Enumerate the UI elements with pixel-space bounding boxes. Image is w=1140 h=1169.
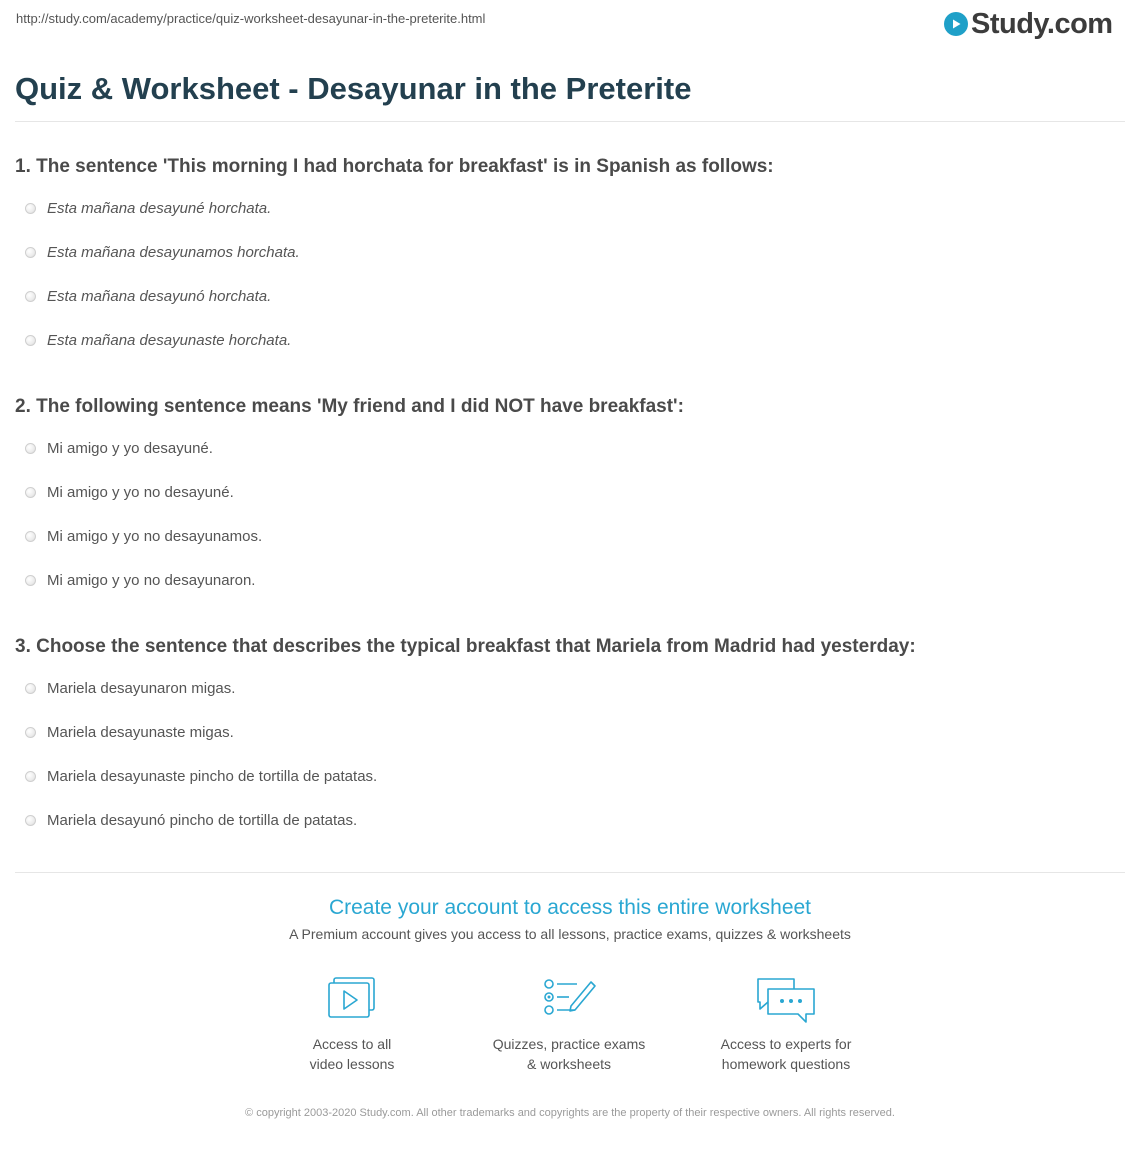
video-lessons-icon [326,976,378,1020]
cta-subheading: A Premium account gives you access to all lessons, practice exams, quizzes & worksheets [289,926,851,942]
cta-divider [15,872,1125,873]
feature-label-line: Quizzes, practice exams [492,1036,646,1052]
radio-button-icon[interactable] [25,815,36,826]
answer-option[interactable] [15,679,1125,723]
option-label: Mariela desayunaste migas. [47,724,234,741]
answer-option[interactable] [15,811,1125,855]
answer-option[interactable] [15,527,1125,571]
option-list [15,199,1125,375]
study-logo[interactable] [944,7,1120,41]
radio-button-icon[interactable] [25,443,36,454]
radio-button-icon[interactable] [25,727,36,738]
answer-option[interactable] [15,571,1125,615]
option-label: Esta mañana desayunó horchata. [47,288,272,305]
option-label: Esta mañana desayuné horchata. [47,200,272,217]
option-label: Mariela desayunaron migas. [47,680,236,697]
radio-button-icon[interactable] [25,335,36,346]
option-label: Mi amigo y yo no desayunamos. [47,528,263,545]
question-3 [15,636,1125,855]
question-2 [15,396,1125,615]
copyright-notice: © copyright 2003-2020 Study.com. All other trademarks and copyrights are the property of their respective owners. All rights reserved. [245,1107,895,1119]
play-logo-icon [944,12,968,36]
question-text: 2. The following sentence means 'My friend and I did NOT have breakfast': [15,396,684,417]
option-label: Esta mañana desayunamos horchata. [47,244,300,261]
radio-button-icon[interactable] [25,487,36,498]
logo-text: Study.com [971,7,1113,40]
answer-option[interactable] [15,199,1125,243]
answer-option[interactable] [15,439,1125,483]
page-url: http://study.com/academy/practice/quiz-worksheet-desayunar-in-the-preterite.html [16,11,486,26]
option-label: Mariela desayunaste pincho de tortilla de patatas. [47,768,378,785]
option-label: Mariela desayunó pincho de tortilla de patatas. [47,812,358,829]
radio-button-icon[interactable] [25,575,36,586]
question-1 [15,156,1125,375]
answer-option[interactable] [15,287,1125,331]
radio-button-icon[interactable] [25,247,36,258]
title-divider [15,121,1125,122]
page-title: Quiz & Worksheet - Desayunar in the Preterite [15,71,692,106]
option-label: Mi amigo y yo no desayuné. [47,484,234,501]
feature-video-lessons [262,976,442,1074]
radio-button-icon[interactable] [25,683,36,694]
radio-button-icon[interactable] [25,203,36,214]
feature-label-line: & worksheets [526,1056,612,1072]
answer-option[interactable] [15,767,1125,811]
feature-label-line: Access to all [312,1036,392,1052]
question-text: 3. Choose the sentence that describes the typical breakfast that Mariela from Madrid had yesterday: [15,636,916,657]
chat-bubbles-icon [754,976,818,1026]
feature-label-line: video lessons [309,1056,395,1072]
option-label: Esta mañana desayunaste horchata. [47,332,292,349]
question-text: 1. The sentence 'This morning I had horchata for breakfast' is in Spanish as follows: [15,156,774,177]
option-list [15,439,1125,615]
answer-option[interactable] [15,483,1125,527]
option-label: Mi amigo y yo no desayunaron. [47,572,256,589]
option-list [15,679,1125,855]
answer-option[interactable] [15,243,1125,287]
feature-label-line: homework questions [721,1056,851,1072]
radio-button-icon[interactable] [25,291,36,302]
feature-label-line: Access to experts for [720,1036,852,1052]
answer-option[interactable] [15,331,1125,375]
answer-option[interactable] [15,723,1125,767]
radio-button-icon[interactable] [25,771,36,782]
feature-quizzes [479,976,659,1074]
option-label: Mi amigo y yo desayuné. [47,440,213,457]
feature-experts [696,976,876,1074]
create-account-link[interactable]: Create your account to access this entire worksheet [328,896,812,919]
quiz-checklist-icon [541,976,597,1020]
radio-button-icon[interactable] [25,531,36,542]
